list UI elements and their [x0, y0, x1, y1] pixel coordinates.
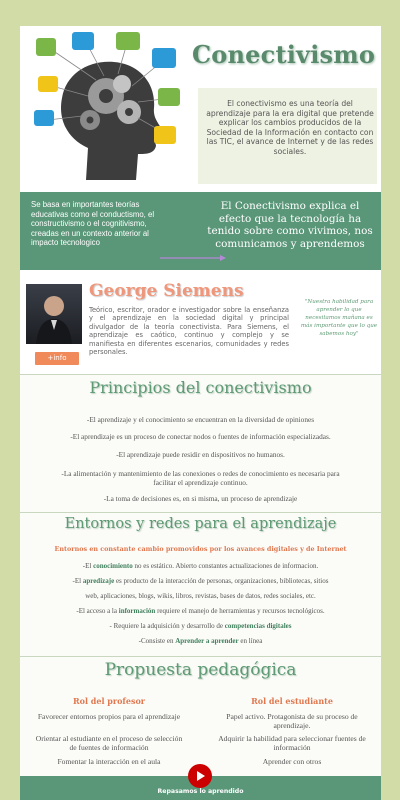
environment-item: web, aplicaciones, blogs, wikis, libros, revistas, bases de datos, redes sociales, etc. — [85, 592, 316, 600]
principle-item: -La toma de decisiones es, en si misma, un proceso de aprendizaje — [103, 494, 298, 503]
principles-title: Principios del conectivismo — [89, 378, 312, 397]
student-role-item: Adquirir la habilidad para seleccionar fuentes de información — [218, 734, 366, 753]
connectivism-explanation: El Conectivismo explica el efecto que la tecnología ha tenido sobre como vivimos, nos comunicamos y aprendemos — [207, 200, 373, 250]
siemens-quote: "Nuestra habilidad para aprender lo que necesitamos mañana es más importante que lo que sabemos hoy" — [300, 299, 378, 337]
header-section — [20, 26, 381, 192]
principle-item: -El aprendizaje es un proceso de conectar nodos o fuentes de información especializadas. — [70, 432, 331, 441]
head-network-illustration — [26, 30, 184, 190]
student-role-title: Rol del estudiante — [251, 696, 333, 706]
camera-icon — [34, 110, 54, 126]
environments-subtitle: Entornos en constante cambio promovidos por los avances digitales y de Internet — [54, 545, 347, 553]
principle-item: -El aprendizaje y el conocimiento se encuentran en la diversidad de opiniones — [86, 415, 315, 424]
mail-icon — [158, 88, 180, 106]
teacher-role-item: Orientar al estudiante en el proceso de selección de fuentes de información — [35, 734, 183, 753]
arrow-icon — [160, 254, 226, 262]
environment-item: -El conocimiento no es estático. Abierto constantes actualizaciones de informacion. — [82, 562, 319, 570]
review-link-label[interactable]: Repasamos lo aprendido — [157, 788, 244, 795]
siemens-bio: Teórico, escritor, orador e investigador sobre la enseñanza y el aprendizaje en la sociedad digital y principal divulgador de la teoría conectivista. Para Siemens, el aprendizaje es caótico, continuo y complejo y se manifiesta en diferentes escenarios, comunidades y redes personales. — [89, 306, 289, 357]
document-icon — [154, 126, 176, 144]
divider — [20, 512, 381, 513]
siemens-photo — [26, 284, 82, 344]
network-icon — [116, 32, 140, 50]
divider — [20, 374, 381, 375]
siemens-name: George Siemens — [89, 281, 244, 301]
puzzle-icon — [36, 38, 56, 56]
environment-item: -Consiste en Aprender a aprender en línea — [138, 637, 263, 645]
pedagogy-title: Propuesta pedagógica — [104, 660, 297, 680]
cloud-icon — [152, 48, 176, 68]
teacher-role-title: Rol del profesor — [72, 696, 146, 706]
environment-item: -El acceso a la información requiere el manejo de herramientas y recursos tecnológicos. — [76, 607, 325, 615]
chat-icon — [38, 76, 58, 92]
environment-item: -El apredizaje es producto de la interacción de personas, organizaciones, bibliotecas, sitios — [72, 577, 329, 585]
page-title: Conectivismo — [192, 40, 376, 69]
environment-item: - Requiere la adquisición y desarrollo de competencias digitales — [109, 622, 292, 630]
principle-item: -La alimentación y mantenimiento de las conexiones o redes de conocimiento es necesaria para facilitar el aprendizaje continuo. — [61, 469, 340, 488]
more-info-button[interactable]: +info — [35, 352, 79, 365]
environments-title: Entornos y redes para el aprendizaje — [64, 516, 337, 532]
infographic-page — [20, 26, 381, 800]
person-icon — [26, 284, 82, 344]
teacher-role-item: Favorecer entornos propios para el aprendizaje — [37, 712, 181, 721]
youtube-play-button[interactable] — [188, 764, 212, 788]
teacher-role-item: Fomentar la interacción en el aula — [57, 757, 161, 766]
music-icon — [72, 32, 94, 50]
principle-item: -El aprendizaje puede residir en dispositivos no humanos. — [116, 450, 285, 459]
student-role-item: Aprender con otros — [262, 757, 322, 766]
play-icon — [197, 771, 205, 781]
theories-text: Se basa en importantes teorías educativas como el conductismo, el constructivismo o el cognitivismo, creadas en un contexto anterior al impacto tecnologico — [31, 200, 155, 247]
student-role-item: Papel activo. Protagonista de su proceso de aprendizaje. — [226, 712, 358, 731]
gear-icon — [113, 75, 131, 93]
divider — [20, 656, 381, 657]
intro-text: El conectivismo es una teoría del aprendizaje para la era digital que pretende explicar los cambios producidos de la Sociedad de la Información en contacto con las TIC, el avance de Internet y de las redes sociales. — [206, 99, 374, 156]
